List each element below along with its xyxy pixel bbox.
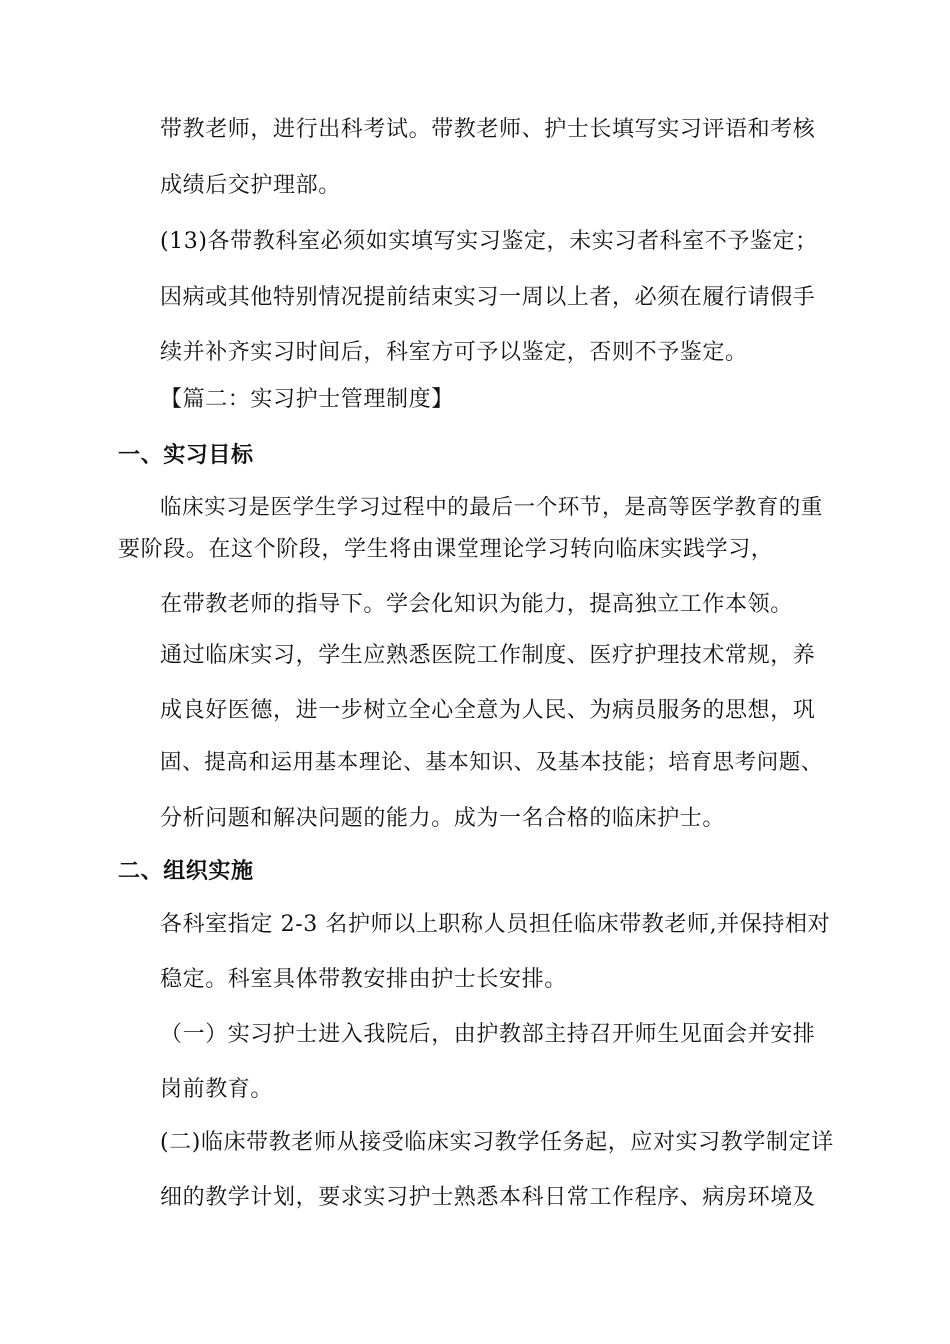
paragraph-line: 各科室指定 2-3 名护师以上职称人员担任临床带教老师,并保持相对	[160, 912, 831, 937]
paragraph-line: 要阶段。在这个阶段，学生将由课堂理论学习转向临床实践学习，	[118, 537, 774, 562]
paragraph-line: (13)各带教科室必须如实填写实习鉴定，未实习者科室不予鉴定；	[160, 229, 818, 254]
paragraph-line: 成良好医德，进一步树立全心全意为人民、为病员服务的思想，巩	[160, 698, 816, 723]
paragraph-line: 通过临床实习，学生应熟悉医院工作制度、医疗护理技术常规，养	[160, 643, 816, 668]
paragraph-line: 临床实习是医学生学习过程中的最后一个环节，是高等医学教育的重	[160, 495, 824, 520]
paragraph-line: 成绩后交护理部。	[160, 173, 341, 198]
paragraph-line: 固、提高和运用基本理论、基本知识、及基本技能；培育思考问题、	[160, 750, 824, 775]
paragraph-line: 细的教学计划，要求实习护士熟悉本科日常工作程序、病房环境及	[160, 1185, 816, 1210]
paragraph-line: (二)临床带教老师从接受临床实习教学任务起，应对实习教学制定详	[160, 1130, 834, 1155]
paragraph-line: 分析问题和解决问题的能力。成为一名合格的临床护士。	[160, 806, 726, 831]
section-title: 【篇二：实习护士管理制度】	[160, 387, 454, 412]
paragraph-line: 稳定。科室具体带教安排由护士长安排。	[160, 967, 567, 992]
paragraph-line: 因病或其他特别情况提前结束实习一周以上者，必须在履行请假手	[160, 285, 816, 310]
paragraph-line: 岗前教育。	[160, 1077, 274, 1102]
paragraph-line: 续并补齐实习时间后，科室方可予以鉴定，否则不予鉴定。	[160, 340, 748, 365]
heading-practice-goals: 一、实习目标	[118, 443, 254, 468]
heading-organization: 二、组织实施	[118, 859, 254, 884]
paragraph-line: 在带教老师的指导下。学会化知识为能力，提高独立工作本领。	[160, 592, 793, 617]
paragraph-line: （一）实习护士进入我院后，由护教部主持召开师生见面会并安排	[160, 1022, 816, 1047]
paragraph-line: 带教老师，进行出科考试。带教老师、护士长填写实习评语和考核	[160, 117, 816, 142]
